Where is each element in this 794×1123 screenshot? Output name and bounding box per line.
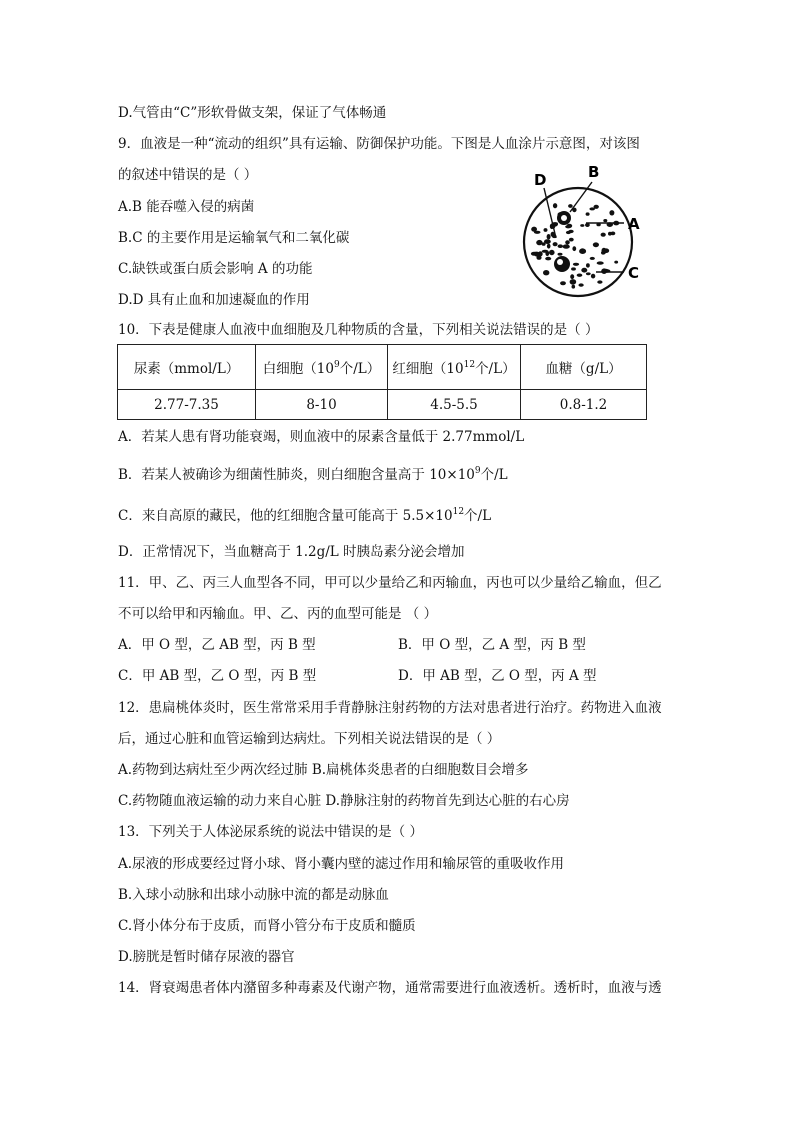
blood-cell-dot: [543, 270, 549, 275]
q12-options-cd: C.药物随血液运输的动力来自心脏 D.静脉注射的药物首先到达心脏的右心房: [118, 793, 570, 809]
option-line: D.气管由“C”形软骨做支架，保证了气体畅通: [118, 105, 387, 121]
blood-cell-dot: [580, 224, 584, 227]
blood-cell-dot: [565, 225, 571, 228]
figure-label-a: A: [628, 215, 640, 233]
q10-option-a: A．若某人患有肾功能衰竭，则血液中的尿素含量低于 2.77mmol/L: [118, 429, 525, 445]
blood-cell-dot: [569, 238, 574, 242]
question-10-text: 10．下表是健康人血液中血细胞及几种物质的含量，下列相关说法错误的是（ ）: [118, 322, 599, 338]
figure-label-d: D: [534, 171, 547, 189]
blood-cell-dot: [535, 254, 540, 257]
question-11-text: 11．甲、乙、丙三人血型各不同，甲可以少量给乙和丙输血，丙也可以少量给乙输血，但乙: [118, 575, 662, 591]
blood-cell-dot: [586, 212, 590, 215]
blood-cell-dot: [581, 268, 587, 273]
blood-cell-dot: [547, 234, 551, 239]
blood-cell-dot: [568, 204, 573, 208]
blood-cell-dot: [544, 228, 548, 232]
q10-option-c: C．来自高原的藏民，他的红细胞含量可能高于 $5.5\times 10^{12}$个/L: [118, 507, 492, 524]
question-12-text: 12．患扁桃体炎时，医生常常采用手背静脉注射药物的方法对患者进行治疗。药物进入血液: [118, 700, 662, 716]
blood-cell-dot: [553, 203, 557, 208]
blood-cell-dot: [558, 253, 563, 256]
table-cell-urea: 2.77-7.35: [118, 390, 256, 420]
blood-cell-dot: [603, 219, 607, 222]
q9-option-d: D.D 具有止血和加速凝血的作用: [118, 292, 310, 308]
blood-cell-dot: [547, 244, 551, 249]
blood-cell-dot: [558, 244, 563, 248]
q13-option-a: A.尿液的形成要经过肾小球、肾小囊内壁的滤过作用和输尿管的重吸收作用: [118, 856, 565, 872]
blood-cell-dot: [565, 240, 570, 244]
blood-cell-dot: [597, 261, 604, 264]
blood-cell-dot: [553, 242, 558, 246]
question-9-text-cont: 的叙述中错误的是（ ）: [118, 167, 258, 183]
table-cell-glucose: 0.8-1.2: [521, 390, 647, 420]
blood-cell-dot: [586, 272, 591, 275]
blood-cell-dot: [571, 267, 576, 270]
blood-cell-dot: [601, 233, 606, 237]
blood-cell-dot: [560, 281, 566, 285]
blood-cell-dot: [545, 257, 551, 261]
blood-cell-dot: [601, 268, 607, 274]
blood-cell-dot: [544, 239, 551, 244]
q9-option-b: B.C 的主要作用是运输氧气和二氧化碳: [118, 230, 350, 246]
question-9-text: 9．血液是一种“流动的组织”具有运输、防御保护功能。下图是人血涂片示意图，对该图: [118, 136, 640, 152]
blood-cell-dot: [536, 240, 542, 245]
blood-cell-dot: [563, 244, 570, 248]
q13-option-d: D.膀胱是暂时储存尿液的器官: [118, 949, 295, 965]
blood-cell-dot: [570, 274, 574, 279]
q12-options-ab: A.药物到达病灶至少两次经过肺 B.扁桃体炎患者的白细胞数目会增多: [118, 762, 529, 778]
blood-cell-dot: [572, 246, 576, 251]
blood-cell-dot: [566, 231, 571, 234]
blood-cell-dot: [572, 285, 576, 289]
blood-content-table: [117, 344, 647, 420]
q10-option-b: B．若某人被确诊为细菌性肺炎，则白细胞含量高于 $10\times 10^9$个/L: [118, 466, 508, 483]
blood-cell-dot: [602, 248, 607, 254]
q11-option-b: B．甲 O 型，乙 A 型，丙 B 型: [398, 637, 586, 653]
blood-cell-dot: [542, 250, 549, 253]
blood-cell-dot: [549, 250, 555, 255]
question-11-text-cont: 不可以给甲和丙输血。甲、乙、丙的血型可能是 （ ）: [118, 606, 438, 622]
blood-cell-dot: [586, 263, 590, 267]
table-header-rbc: 红细胞（$10^{12}$个/L）: [388, 345, 521, 390]
q9-option-c: C.缺铁或蛋白质会影响 A 的功能: [118, 261, 313, 277]
blood-cell-dot: [573, 263, 579, 266]
table-header-glucose: 血糖（g/L）: [521, 345, 647, 390]
q9-option-a: A.B 能吞噬入侵的病菌: [118, 199, 255, 215]
blood-cell-dot: [597, 280, 602, 283]
blood-cell-dot: [589, 207, 595, 210]
q11-option-a: A．甲 O 型，乙 AB 型，丙 B 型: [118, 637, 316, 653]
table-header-wbc: 白细胞（$10^9$个/L）: [256, 345, 388, 390]
blood-cell-dot: [591, 274, 595, 279]
question-12-text-cont: 后，通过心脏和血管运输到达病灶。下列相关说法错误的是（ ）: [118, 731, 501, 747]
blood-cell-dot: [609, 210, 614, 215]
q11-option-c: C．甲 AB 型，乙 O 型，丙 B 型: [118, 668, 317, 684]
q13-option-b: B.入球小动脉和出球小动脉中流的都是动脉血: [118, 887, 389, 903]
table-header-urea: 尿素（mmol/L）: [118, 345, 256, 390]
blood-cell-dot: [611, 232, 616, 236]
blood-cell-dot: [581, 248, 585, 251]
blood-cell-dot: [570, 279, 577, 285]
question-14-text: 14．肾衰竭患者体内潴留多种毒素及代谢产物，通常需要进行血液透析。透析时，血液与透: [118, 980, 662, 996]
table-cell-rbc: 4.5-5.5: [388, 390, 521, 420]
blood-cell-dot: [614, 261, 618, 264]
figure-label-b: B: [588, 163, 600, 181]
question-13-text: 13．下列关于人体泌尿系统的说法中错误的是（ ）: [118, 824, 423, 840]
blood-cell-dot: [590, 257, 595, 260]
blood-cell-dot: [554, 222, 558, 225]
blood-cell-dot: [577, 274, 583, 277]
q13-option-c: C.肾小体分布于皮质，而肾小管分布于皮质和髓质: [118, 918, 416, 934]
q11-option-d: D．甲 AB 型，乙 O 型，丙 A 型: [398, 668, 597, 684]
blood-cell-dot: [531, 227, 537, 232]
figure-label-c: C: [628, 264, 640, 282]
q10-option-d: D．正常情况下，当血糖高于 1.2g/L 时胰岛素分泌会增加: [118, 544, 465, 560]
table-cell-wbc: 8-10: [256, 390, 388, 420]
blood-cell-dot: [579, 283, 584, 286]
blood-cell-dot: [593, 242, 599, 247]
blood-smear-figure: [512, 160, 674, 300]
